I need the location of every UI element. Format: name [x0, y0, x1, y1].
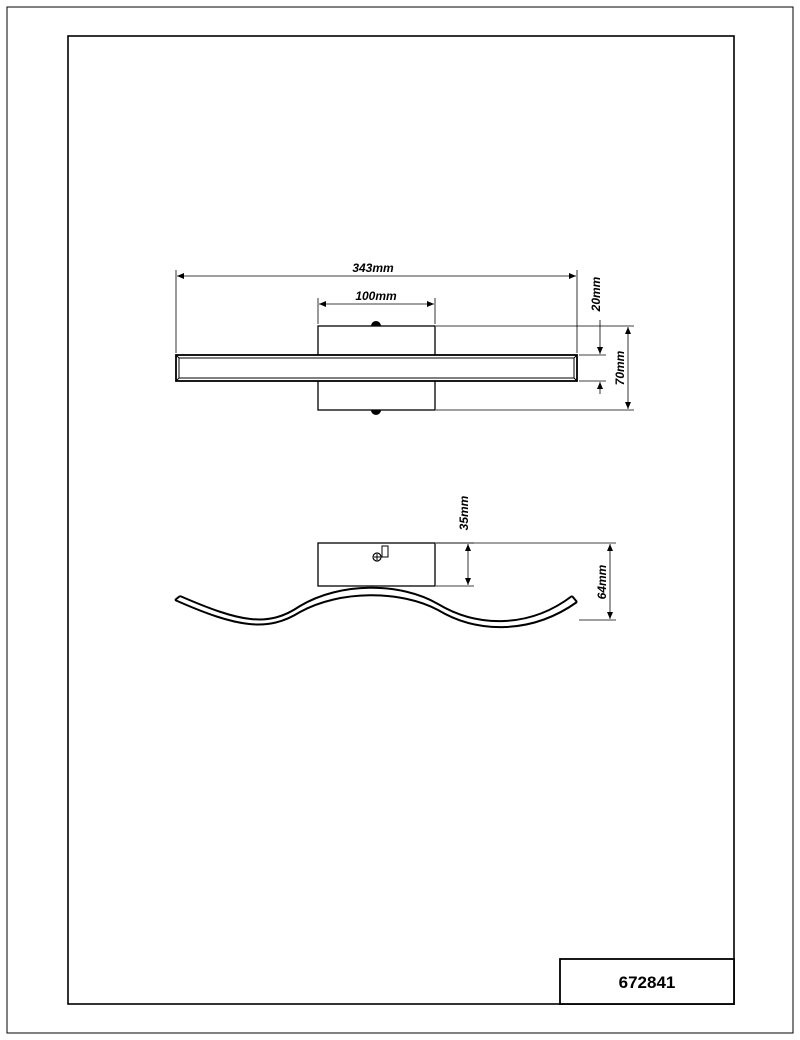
side-view-wave-bar-bottom [175, 595, 577, 627]
top-screw-head [371, 321, 381, 326]
side-view-wave-bar-top [180, 588, 572, 621]
dimension-bar-height [579, 276, 606, 394]
dimension-total-height [436, 543, 616, 620]
dimension-total-height-label: 64mm [595, 564, 609, 600]
side-view [175, 543, 577, 627]
dimension-base-height-label: 35mm [457, 495, 471, 531]
dimension-bar-height-label: 20mm [589, 276, 603, 312]
part-number: 672841 [618, 973, 676, 992]
dimension-base-height [436, 495, 474, 586]
side-view-base [318, 543, 435, 586]
top-view [176, 321, 577, 415]
bottom-screw-head [371, 410, 381, 415]
dimension-depth-label: 70mm [613, 350, 627, 386]
top-view-light-bar [176, 355, 577, 381]
title-block [560, 959, 734, 1004]
dimension-base-width [318, 289, 435, 324]
outer-border [7, 7, 793, 1033]
dimension-width-label: 343mm [352, 261, 394, 275]
drawing-frame [68, 36, 734, 1004]
side-screw-bracket [382, 546, 388, 557]
dimension-base-width-label: 100mm [355, 289, 397, 303]
